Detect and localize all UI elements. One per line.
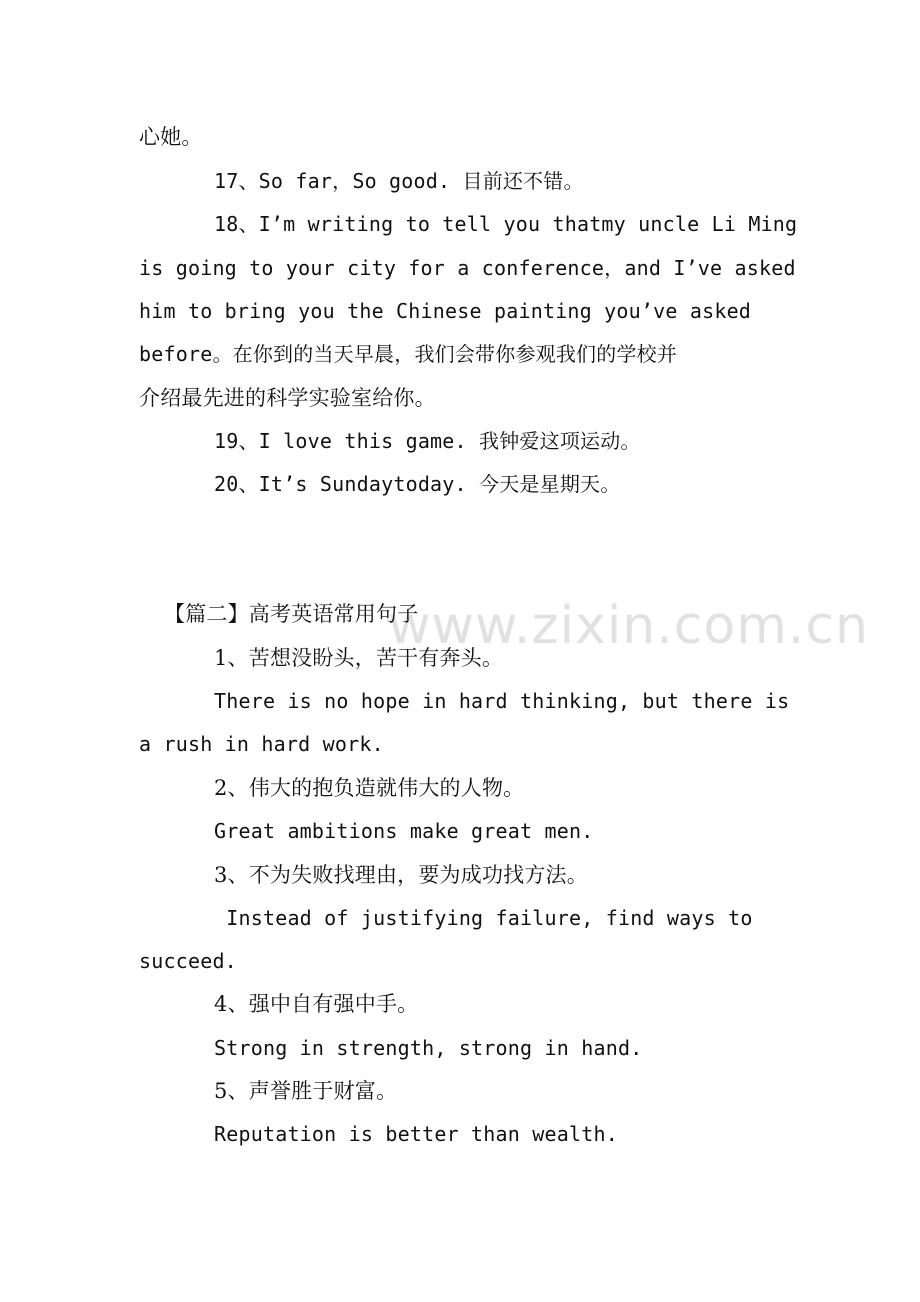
sentence-3-chinese: 3、不为失败找理由，要为成功找方法。	[214, 863, 588, 887]
sentence-2-english: Great ambitions make great men.	[214, 819, 594, 843]
sentence-5-chinese: 5、声誉胜于财富。	[214, 1079, 398, 1103]
sentence-5-english: Reputation is better than wealth.	[214, 1122, 618, 1146]
sentence-3-english-line-2: succeed.	[139, 949, 237, 973]
sentence-18-line-4: before。在你到的当天早晨，我们会带你参观我们的学校并	[139, 342, 678, 366]
watermark: www.zixin.com.cn	[388, 596, 869, 656]
sentence-20: 20、It’s Sundaytoday. 今天是星期天。	[214, 472, 621, 496]
sentence-18-line-3: him to bring you the Chinese painting you’ve asked	[139, 299, 752, 323]
sentence-2-chinese: 2、伟大的抱负造就伟大的人物。	[214, 776, 525, 800]
sentence-4-english: Strong in strength, strong in hand.	[214, 1036, 643, 1060]
text-line: 心她。	[139, 125, 203, 149]
sentence-19: 19、I love this game. 我钟爱这项运动。	[214, 429, 641, 453]
sentence-1-english-line-1: There is no hope in hard thinking, but there is	[214, 689, 790, 713]
sentence-17: 17、So far，So good. 目前还不错。	[214, 169, 584, 193]
sentence-1-chinese: 1、苦想没盼头，苦干有奔头。	[214, 646, 504, 670]
section-heading: 【篇二】高考英语常用句子	[164, 602, 419, 626]
sentence-1-english-line-2: a rush in hard work.	[139, 732, 384, 756]
sentence-18-line-1: 18、I’m writing to tell you thatmy uncle Li Ming	[214, 212, 798, 236]
sentence-18-line-2: is going to your city for a conference，and I’ve asked	[139, 256, 796, 280]
sentence-18-line-5: 介绍最先进的科学实验室给你。	[139, 386, 436, 410]
sentence-3-english-line-1: Instead of justifying failure, find ways to	[214, 906, 753, 930]
sentence-4-chinese: 4、强中自有强中手。	[214, 992, 419, 1016]
